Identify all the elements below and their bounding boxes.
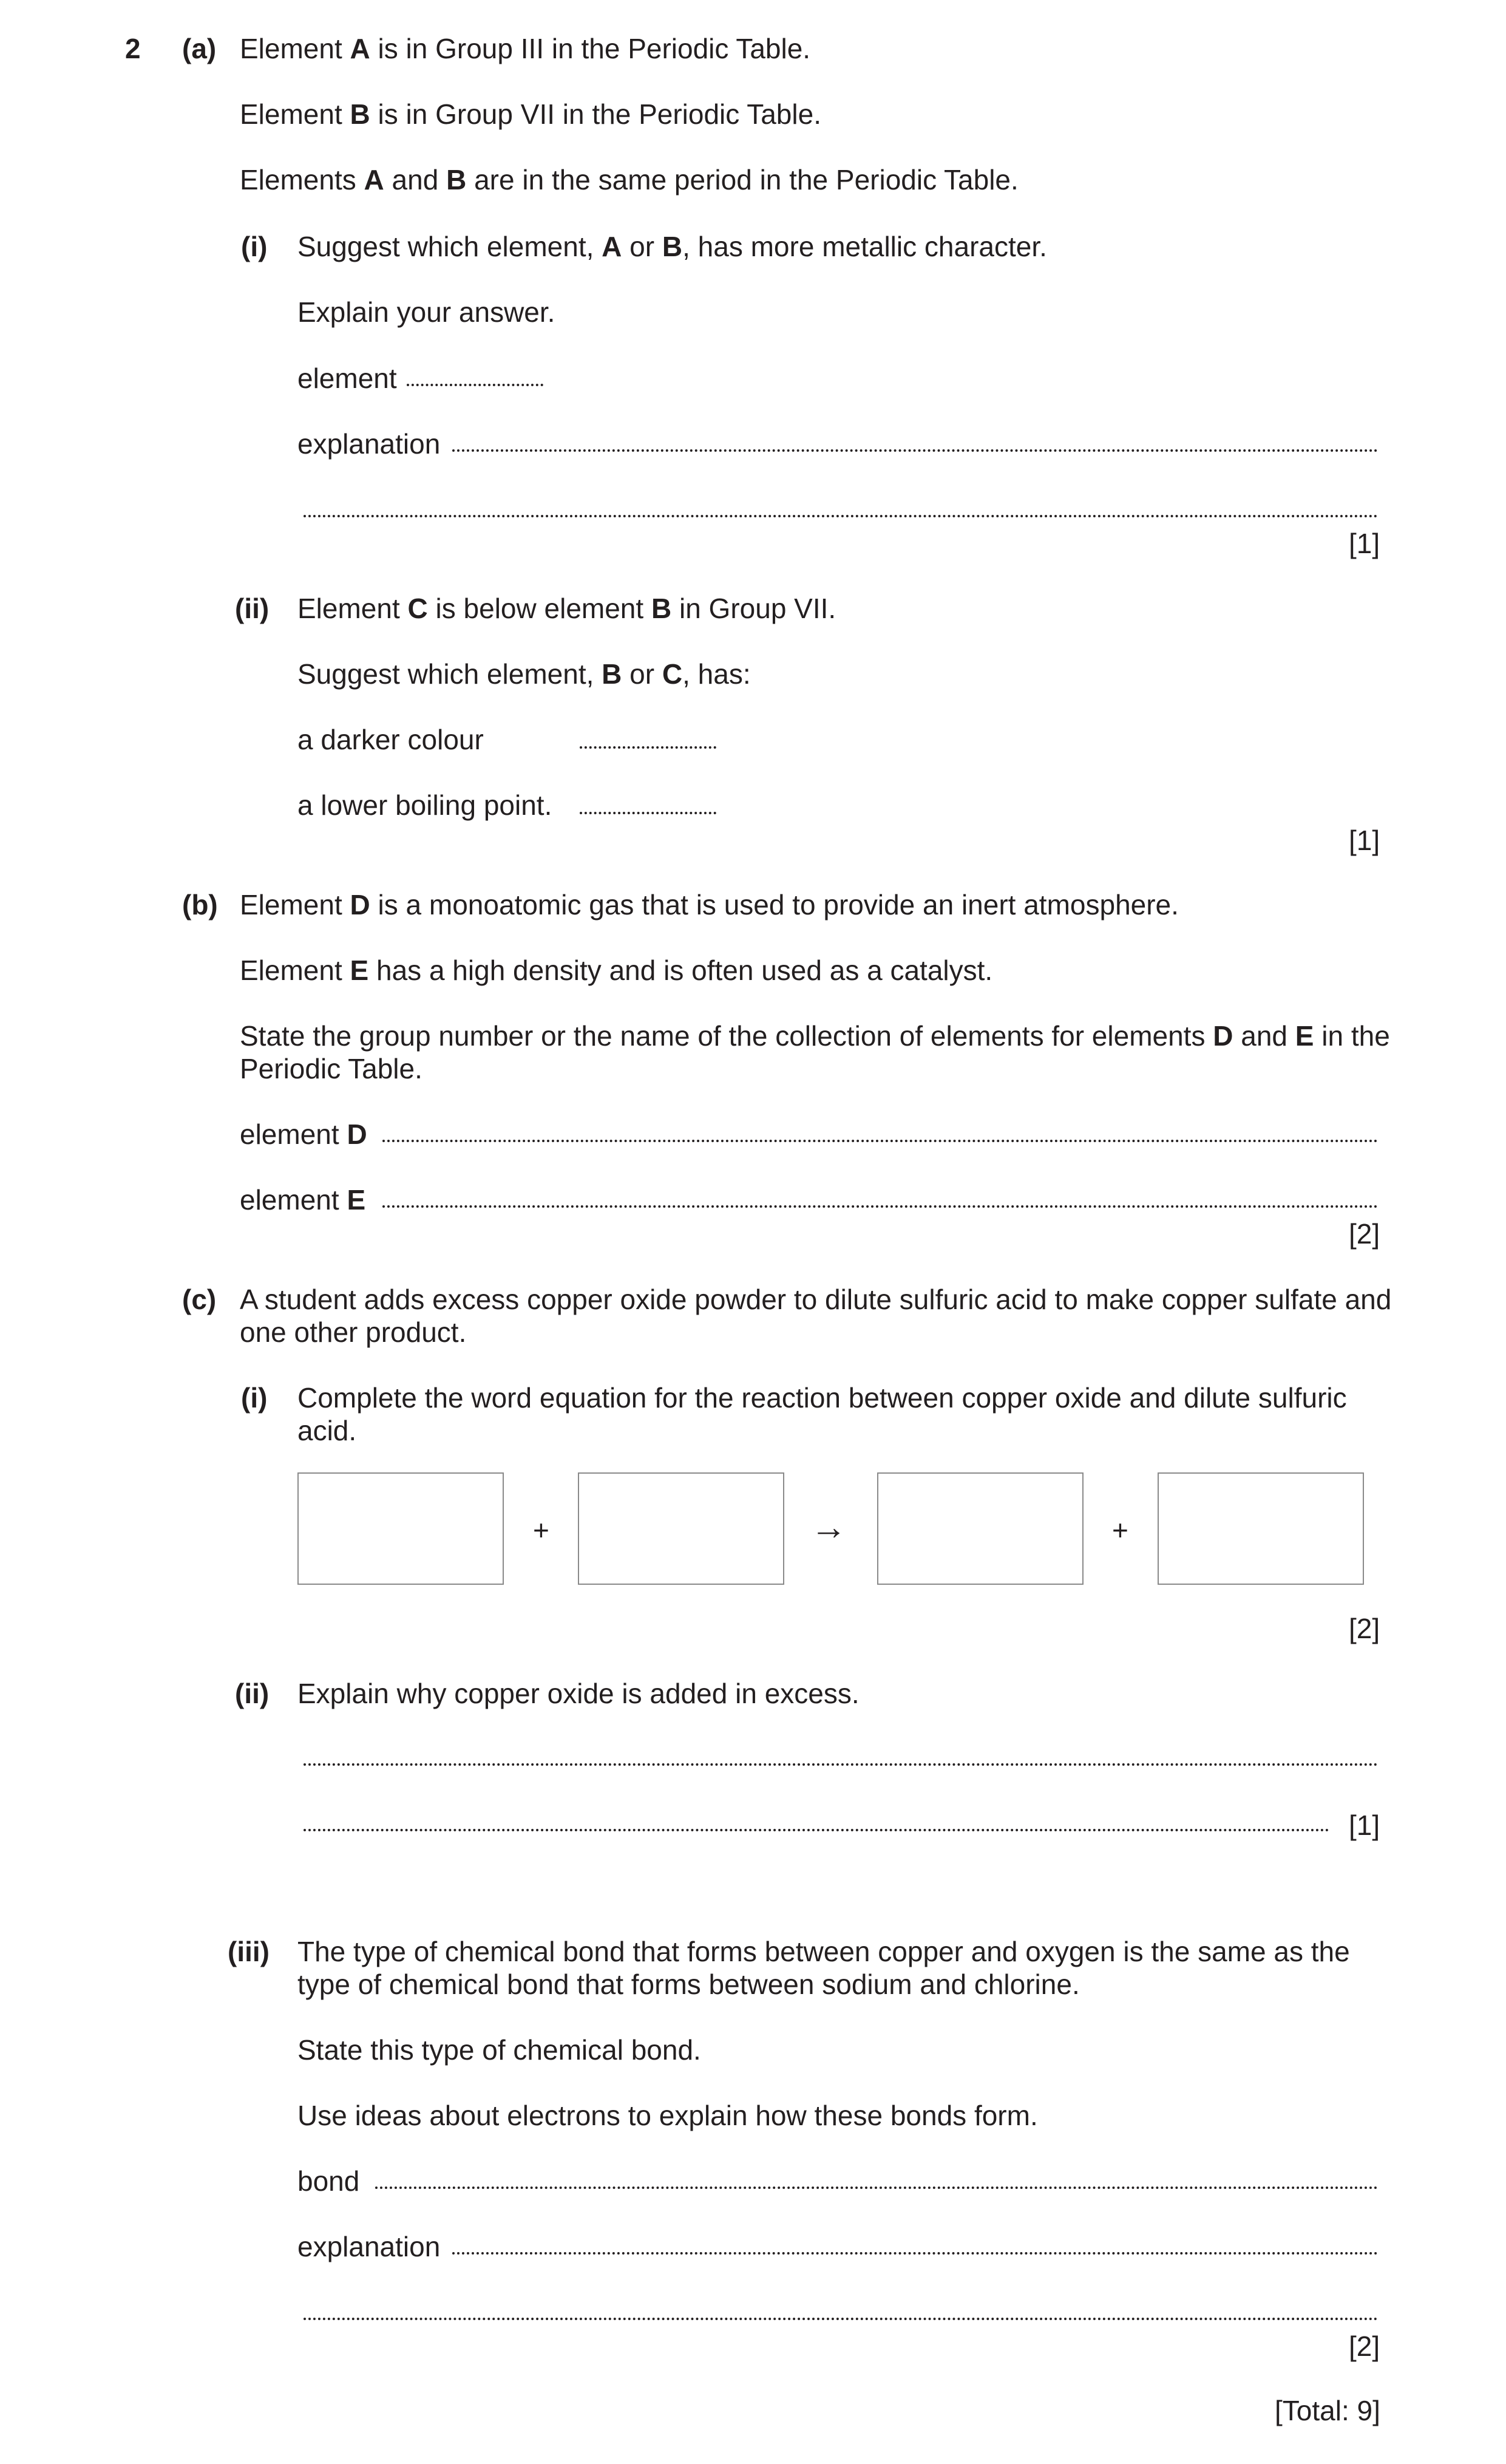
answer-line-explanation[interactable] — [452, 449, 1378, 452]
part-c-i-line2: acid. — [297, 1415, 357, 1446]
part-a-ii-line2: Suggest which element, B or C, has: — [297, 658, 751, 690]
part-b-line1: Element D is a monoatomic gas that is used to provide an inert atmosphere. — [240, 889, 1179, 921]
answer-line-bond-explanation[interactable] — [452, 2252, 1378, 2255]
part-a-i-prompt: Suggest which element, A or B, has more metallic character. — [297, 231, 1047, 262]
marks-c-iii: [2] — [1349, 2330, 1380, 2362]
answer-line-explanation-2[interactable] — [304, 515, 1378, 517]
answer-line-bond-explanation-2[interactable] — [304, 2318, 1378, 2320]
marks-a-i: [1] — [1349, 528, 1380, 559]
bond-label: bond — [297, 2165, 360, 2197]
plus-sign-2: + — [1112, 1514, 1128, 1546]
answer-line-excess-1[interactable] — [304, 1763, 1378, 1766]
part-c-line1a: A student adds excess copper oxide powder to dilute sulfuric acid to make copper sulfate and — [240, 1284, 1392, 1315]
answer-line-element[interactable] — [407, 384, 543, 386]
part-b-label: (b) — [182, 889, 218, 921]
total-marks: [Total: 9] — [1275, 2395, 1380, 2426]
part-a-label: (a) — [182, 33, 217, 64]
part-a-line3: Elements A and B are in the same period in the Periodic Table. — [240, 164, 1019, 196]
part-c-iii-line1: The type of chemical bond that forms between copper and oxygen is the same as the — [297, 1936, 1350, 1967]
part-c-i-label: (i) — [241, 1382, 268, 1414]
explanation-label-2: explanation — [297, 2231, 441, 2262]
part-a-line2: Element B is in Group VII in the Periodic Table. — [240, 98, 821, 130]
part-b-line3a: State the group number or the name of the collection of elements for elements D and E in the — [240, 1020, 1390, 1052]
marks-b: [2] — [1349, 1218, 1380, 1250]
marks-c-i: [2] — [1349, 1613, 1380, 1644]
part-c-iii-label: (iii) — [228, 1936, 270, 1967]
explanation-label: explanation — [297, 428, 441, 460]
lower-boiling-label: a lower boiling point. — [297, 789, 552, 821]
equation-box-reactant-1[interactable] — [297, 1472, 504, 1585]
part-a-i-explain: Explain your answer. — [297, 296, 555, 328]
darker-colour-label: a darker colour — [297, 724, 484, 755]
answer-line-darker[interactable] — [580, 746, 716, 749]
equation-box-product-1[interactable] — [877, 1472, 1084, 1585]
marks-c-ii: [1] — [1349, 1809, 1380, 1841]
answer-line-bond[interactable] — [375, 2187, 1378, 2189]
reaction-arrow-icon: → — [810, 1506, 847, 1547]
part-a-i-label: (i) — [241, 231, 268, 262]
part-b-line3b: Periodic Table. — [240, 1053, 422, 1084]
part-c-iii-use: Use ideas about electrons to explain how these bonds form. — [297, 2100, 1038, 2131]
marks-a-ii: [1] — [1349, 825, 1380, 856]
answer-line-element-d[interactable] — [382, 1140, 1378, 1142]
part-c-label: (c) — [182, 1284, 217, 1315]
part-c-iii-state: State this type of chemical bond. — [297, 2034, 701, 2066]
part-c-ii-prompt: Explain why copper oxide is added in excess. — [297, 1678, 860, 1709]
element-e-label: element E — [240, 1184, 366, 1216]
answer-line-excess-2[interactable] — [304, 1829, 1329, 1831]
answer-line-element-e[interactable] — [382, 1205, 1378, 1208]
part-a-ii-line1: Element C is below element B in Group VII. — [297, 593, 836, 624]
plus-sign-1: + — [533, 1514, 549, 1546]
equation-box-product-2[interactable] — [1158, 1472, 1364, 1585]
part-c-i-line1: Complete the word equation for the reaction between copper oxide and dilute sulfuric — [297, 1382, 1347, 1414]
part-c-line1b: one other product. — [240, 1316, 467, 1348]
part-c-ii-label: (ii) — [235, 1678, 270, 1709]
part-a-ii-label: (ii) — [235, 593, 270, 624]
answer-line-lower[interactable] — [580, 812, 716, 814]
element-label: element — [297, 362, 397, 394]
part-c-iii-line2: type of chemical bond that forms between sodium and chlorine. — [297, 1969, 1080, 2000]
element-d-label: element D — [240, 1118, 367, 1150]
equation-box-reactant-2[interactable] — [578, 1472, 784, 1585]
question-number: 2 — [125, 33, 141, 64]
part-b-line2: Element E has a high density and is often used as a catalyst. — [240, 955, 993, 986]
part-a-line1: Element A is in Group III in the Periodic Table. — [240, 33, 811, 64]
